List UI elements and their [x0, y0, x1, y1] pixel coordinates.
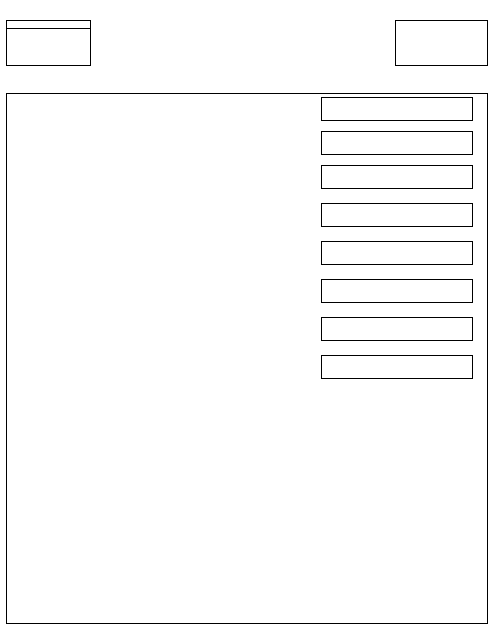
carrier-naic-field[interactable]: [321, 355, 473, 379]
employee-name-field[interactable]: [321, 165, 473, 189]
carrier-name-field[interactable]: [321, 317, 473, 341]
employer-fein-field[interactable]: [321, 279, 473, 303]
carrier-claim-field[interactable]: [321, 131, 473, 155]
employer-name-field[interactable]: [321, 241, 473, 265]
awcc-number-field[interactable]: [321, 97, 473, 121]
employee-ssn-field[interactable]: [321, 203, 473, 227]
